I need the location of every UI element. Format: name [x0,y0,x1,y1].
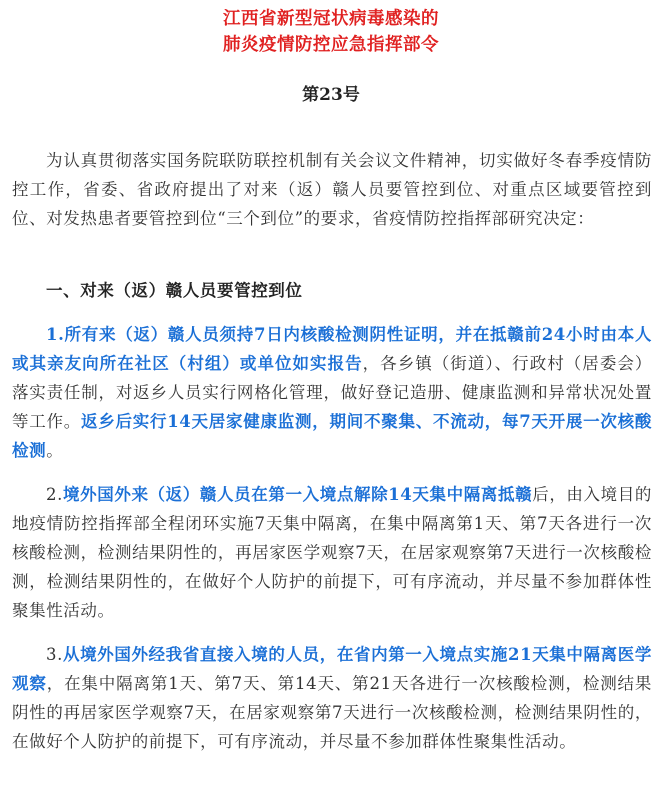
document-number: 第23号 [302,85,360,105]
item-2-highlight: 境外国外来（返）赣人员在第一入境点解除14天集中隔离抵赣 [62,485,533,504]
item-2-paragraph [12,480,652,625]
item-1-text-1: ，各乡镇（街道）、行政村（居委会）落实责任制，对返乡人员实行网格化管理，做好登记造册、健康监测和异常状况处置等工作。 [12,354,653,431]
item-2-text: 后，由入境目的地疫情防控指挥部全程闭环实施7天集中隔离，在集中隔离第1天、第7天各进行一次核酸检测，检测结果阴性的，再居家医学观察7天，在居家观察第7天进行一次核酸检测，检测结果阴性的，在做好个人防护的前提下，可有序流动，并尽量不参加群体性聚集性活动。 [12,485,653,620]
item-3-number: 3. [46,645,63,664]
item-2-number: 2. [46,485,63,504]
item-1-paragraph [12,320,652,465]
section-1-heading: 一、对来（返）赣人员要管控到位 [46,281,303,300]
title-line-2: 肺炎疫情防控应急指挥部令 [223,35,439,55]
item-1-text-2: 。 [46,441,64,460]
document-title [0,6,662,58]
item-1-highlight-1: 所有来（返）赣人员须持7日内核酸检测阴性证明，并在抵赣前24小时由本人或其亲友向所在社区（村组）或单位如实报告 [12,325,652,373]
title-line-1: 江西省新型冠状病毒感染的 [223,9,439,29]
item-3-highlight: 从境外国外经我省直接入境的人员，在省内第一入境点实施21天集中隔离医学观察 [12,645,652,693]
intro-paragraph [12,146,652,233]
item-3-paragraph [12,640,652,756]
item-3-text: ，在集中隔离第1天、第7天、第14天、第21天各进行一次核酸检测，检测结果阴性的再居家医学观察7天，在居家观察第7天进行一次核酸检测，检测结果阴性的，在做好个人防护的前提下，可有序流动，并尽量不参加群体性聚集性活动。 [12,674,653,751]
item-1-number: 1. [46,325,65,344]
item-1-highlight-2: 返乡后实行14天居家健康监测，期间不聚集、不流动，每7天开展一次核酸检测 [12,412,652,460]
intro-text: 为认真贯彻落实国务院联防联控机制有关会议文件精神，切实做好冬春季疫情防控工作，省委、省政府提出了对来（返）赣人员要管控到位、对重点区域要管控到位、对发热患者要管控到位“三个到位”的要求，省疫情防控指挥部研究决定： [12,151,652,228]
